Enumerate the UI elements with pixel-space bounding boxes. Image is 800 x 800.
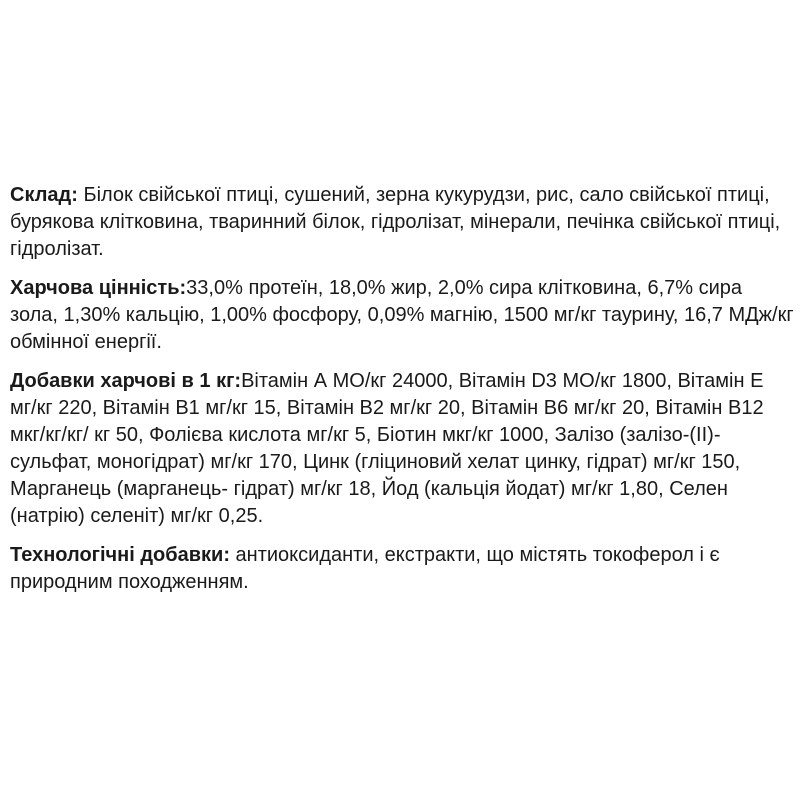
composition-paragraph (10, 182, 794, 263)
technological-additives-label: Технологічні добавки: (10, 544, 230, 566)
nutritional-value-text: 33,0% протеїн, 18,0% жир, 2,0% сира клітковина, 6,7% сира зола, 1,30% кальцію, 1,00% фосфору, 0,09% магнію, 1500 мг/кг таурину, 16,7 МДж/кг обмінної енергії. (10, 277, 794, 353)
feed-additives-paragraph (10, 368, 794, 530)
feed-additives-label: Добавки харчові в 1 кг: (10, 370, 242, 392)
technological-additives-paragraph (10, 542, 794, 596)
composition-text: Білок свійської птиці, сушений, зерна кукурудзи, рис, сало свійської птиці, бурякова клітковина, тваринний білок, гідролізат, мінерали, печінка свійської птиці, гідролізат. (10, 184, 781, 260)
feed-additives-text: Вітамін А МО/кг 24000, Вітамін D3 МО/кг 1800, Вітамін Е мг/кг 220, Вітамін В1 мг/кг 15, Вітамін В2 мг/кг 20, Вітамін В6 мг/кг 20, Вітамін В12 мкг/кг/кг/ кг 50, Фолієва кислота мг/кг 5, Біотин мкг/кг 1000, Залізо (залізо-(II)-сульфат, моногідрат) мг/кг 170, Цинк (гліциновий хелат цинку, гідрат) мг/кг 150, Марганець (марганець- гідрат) мг/кг 18, Йод (кальція йодат) мг/кг 1,80, Селен (натрію) селеніт) мг/кг 0,25. (10, 370, 764, 527)
product-composition-document (10, 182, 794, 608)
composition-label: Склад: (10, 184, 78, 206)
nutritional-value-label: Харчова цінність: (10, 277, 187, 299)
technological-additives-text: антиоксиданти, екстракти, що містять токоферол і є природним походженням. (10, 544, 720, 593)
nutritional-value-paragraph (10, 275, 794, 356)
